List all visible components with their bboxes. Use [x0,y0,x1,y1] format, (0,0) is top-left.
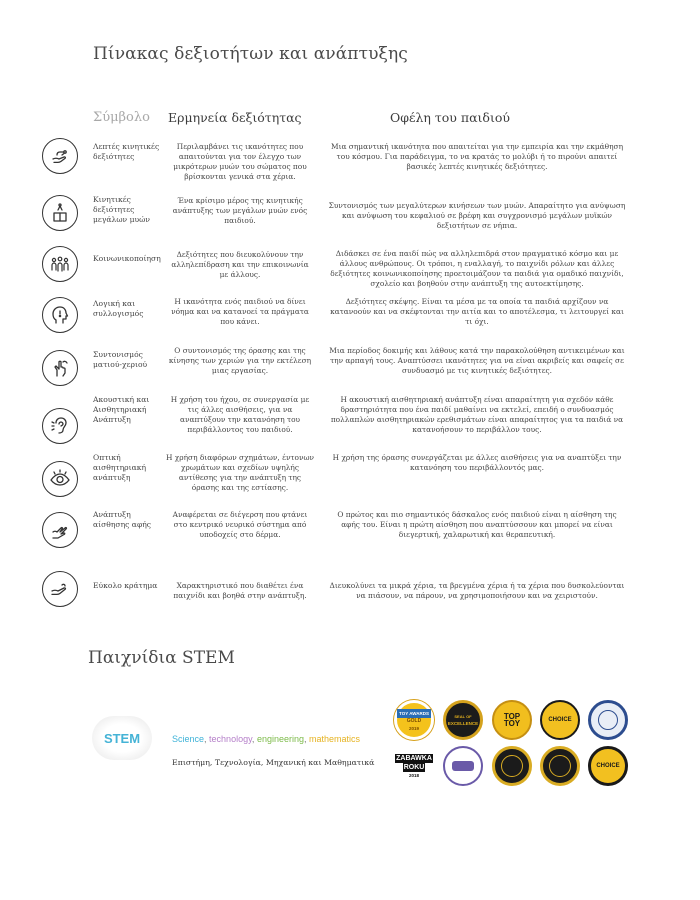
page-title: Πίνακας δεξιοτήτων και ανάπτυξης [93,44,408,64]
stem-logo-text: STEM [103,730,141,746]
top-toy-badge [492,700,532,740]
stem-word-science: Science [172,734,205,744]
stem-logo [92,716,152,760]
skill-meaning: Η ικανότητα ενός παιδιού να δίνει νόημα και να κατανοεί τα πράγματα που κάνει. [171,297,309,327]
skill-benefit: Μια σημαντική ικανότητα που απαιτείται για την εμπειρία και την εκμάθηση του κόσμου. Για παράδειγμα, το να κρατάς το μολύβι ή το πιρούνι απαιτεί βασικές λεπτές κινητικές δεξιότητες. [331,142,623,172]
badge-line: ZABAWKA [396,754,432,762]
badge-line: 2019 [408,725,419,731]
touch-hand-icon [42,512,78,548]
skill-benefit: Δεξιότητες σκέψης. Είναι τα μέσα με τα οποία τα παιδιά αρχίζουν να κατανοούν και να σκέφτονται την αιτία και το αποτέλεσμα, τι λειτουργεί και τι όχι. [330,297,624,327]
skill-meaning: Ο συντονισμός της όρασης και της κίνησης των χεριών για την εκτέλεση μιας εργασίας. [168,346,312,376]
header-symbol: Σύμβολο [93,110,150,125]
seal-of-excellence-badge [443,700,483,740]
skill-name: Λογική και συλλογισμός [93,299,144,319]
skill-name: Κινητικές δεξιότητες μεγάλων μυών [93,195,150,225]
seal-of-approval-badge [443,746,483,786]
eye-icon [42,461,78,497]
skill-meaning: Περιλαμβάνει τις ικανότητες που απαιτούνται για τον έλεγχο των μικρότερων μυών του σώματος που βρίσκονται γενικά στα χέρια. [173,142,307,182]
parents-choice-badge [540,700,580,740]
gross-motor-box-icon [42,195,78,231]
skill-benefit: Μια περίοδος δοκιμής και λάθους κατά την παρακολούθηση αντικειμένων και την αρπαγή τους. Αναπτύσσει ικανότητες για να είναι ακριβείς και σαφείς σε συνδυασμό με τις κινητικές δεξιότητες. [329,346,625,376]
stem-word-mathematics: mathematics [309,734,361,744]
badge-line: CHOICE [548,716,572,723]
skill-name: Λεπτές κινητικές δεξιότητες [93,142,160,162]
skill-meaning: Η χρήση διαφόρων σχημάτων, έντονων χρωμάτων και σχεδίων υψηλής αντίθεσης για την ανάπτυξη της όρασης και της εστίασης. [166,453,314,493]
skill-meaning: Ένα κρίσιμο μέρος της κινητικής ανάπτυξης των μεγάλων μυών ενός παιδιού. [172,196,308,226]
skill-name: Ακουστική και Αισθητηριακή Ανάπτυξη [93,395,150,425]
easy-grip-hand-icon [42,571,78,607]
toy-awards-gold-badge [394,700,434,740]
badge-line: EXCELLENCE [447,721,479,726]
skill-name: Οπτική αισθητηριακή ανάπτυξη [93,453,147,483]
stem-words: Science, technology, engineering, mathematics [172,734,361,744]
badge-line: CHOICE [596,762,620,769]
fine-motor-hand-icon [42,138,78,174]
zabawka-roku-badge [394,746,434,786]
badge-line: 2018 [408,772,419,778]
stem-greek-caption: Επιστήμη, Τεχνολογία, Μηχανική και Μαθηματικά [172,758,375,767]
logic-head-icon [42,297,78,333]
skill-meaning: Χαρακτηριστικό που διαθέτει ένα παιχνίδι και βοηθά στην ανάπτυξη. [173,581,307,601]
badge-line: SEAL OF [454,714,472,719]
badge-line: TOY [503,719,521,728]
skill-benefit: Η χρήση της όρασης συνεργάζεται με άλλες αισθήσεις για να αναπτύξει την κατανόηση του περιβάλλοντός μας. [332,453,622,473]
ear-icon [42,408,78,444]
eye-hand-coordination-icon [42,350,78,386]
badge-line: GOLD [406,717,422,724]
badge-line: ROKU [403,763,425,771]
header-benefit: Οφέλη του παιδιού [390,110,510,125]
skill-meaning: Δεξιότητες που διευκολύνουν την αλληλεπίδραση και την επικοινωνία με άλλους. [171,250,309,280]
badge-line: TOP [503,712,521,721]
skill-name: Συντονισμός ματιού-χεριού [93,350,148,370]
socializing-people-icon [42,246,78,282]
stem-word-engineering: engineering [256,734,304,744]
circular-seal-badge [588,700,628,740]
gold-award-badge-2 [540,746,580,786]
skill-name: Κοινωνικοποίηση [93,254,161,263]
skill-meaning: Αναφέρεται σε διέγερση που φτάνει στο κεντρικό νευρικό σύστημα από υποδοχείς στο δέρμα. [172,510,308,540]
header-meaning: Ερμηνεία δεξιότητας [168,110,302,125]
preferred-choice-badge [588,746,628,786]
skill-meaning: Η χρήση του ήχου, σε συνεργασία με τις άλλες αισθήσεις, για να αναπτύξουν την κατανόηση του περιβάλλοντος του παιδιού. [170,395,310,435]
skill-name: Ανάπτυξη αίσθησης αφής [93,510,152,530]
stem-title: Παιχνίδια STEM [88,648,235,668]
skill-benefit: Διδάσκει σε ένα παιδί πώς να αλληλεπιδρά στον πραγματικό κόσμο και με άλλους ανθρώπους. Οι τρόποι, η εναλλαγή, το παιχνίδι ρόλων και άλλες δεξιότητες κοινωνικοποίησης προετοιμάζουν τα παιδιά για ομαδικό παιχνίδι, σχολείο και βοηθούν στην ανάπτυξη της αυτοεκτίμησης. [330,249,624,289]
skill-benefit: Διευκολύνει τα μικρά χέρια, τα βρεγμένα χέρια ή τα χέρια που δυσκολεύονται να πιάσουν, να πάρουν, να χρησιμοποιήσουν και να χειριστούν. [329,581,625,601]
skill-benefit: Συντονισμός των μεγαλύτερων κινήσεων των μυών. Απαραίτητο για ανύψωση και ανύψωση του κεφαλιού σε βρέφη και συγχρονισμό μεγάλων μυϊκών δεξιοτήτων σε νήπια. [328,201,626,231]
gold-award-badge-1 [492,746,532,786]
skill-name: Εύκολο κράτημα [93,581,158,590]
skill-benefit: Ο πρώτος και πιο σημαντικός δάσκαλος ενός παιδιού είναι η αίσθηση της αφής του. Είναι η πρώτη αίσθηση που αναπτύσσουν και μπορεί να είναι διεγερτική, χαλαρωτική και θεραπευτική. [337,510,617,540]
skill-benefit: Η ακουστική αισθητηριακή ανάπτυξη είναι απαραίτητη για σχεδόν κάθε δραστηριότητα που ένα παιδί μαθαίνει να εκτελεί, επειδή ο συνδυασμός πολλαπλών αισθητηριακών ερεθισμάτων είναι απαραίτητος για τα παιδιά να κατανοήσουν το περιβάλλον τους. [330,395,624,435]
badge-line: TOY AWARDS [399,710,429,716]
stem-word-technology: technology [209,734,252,744]
